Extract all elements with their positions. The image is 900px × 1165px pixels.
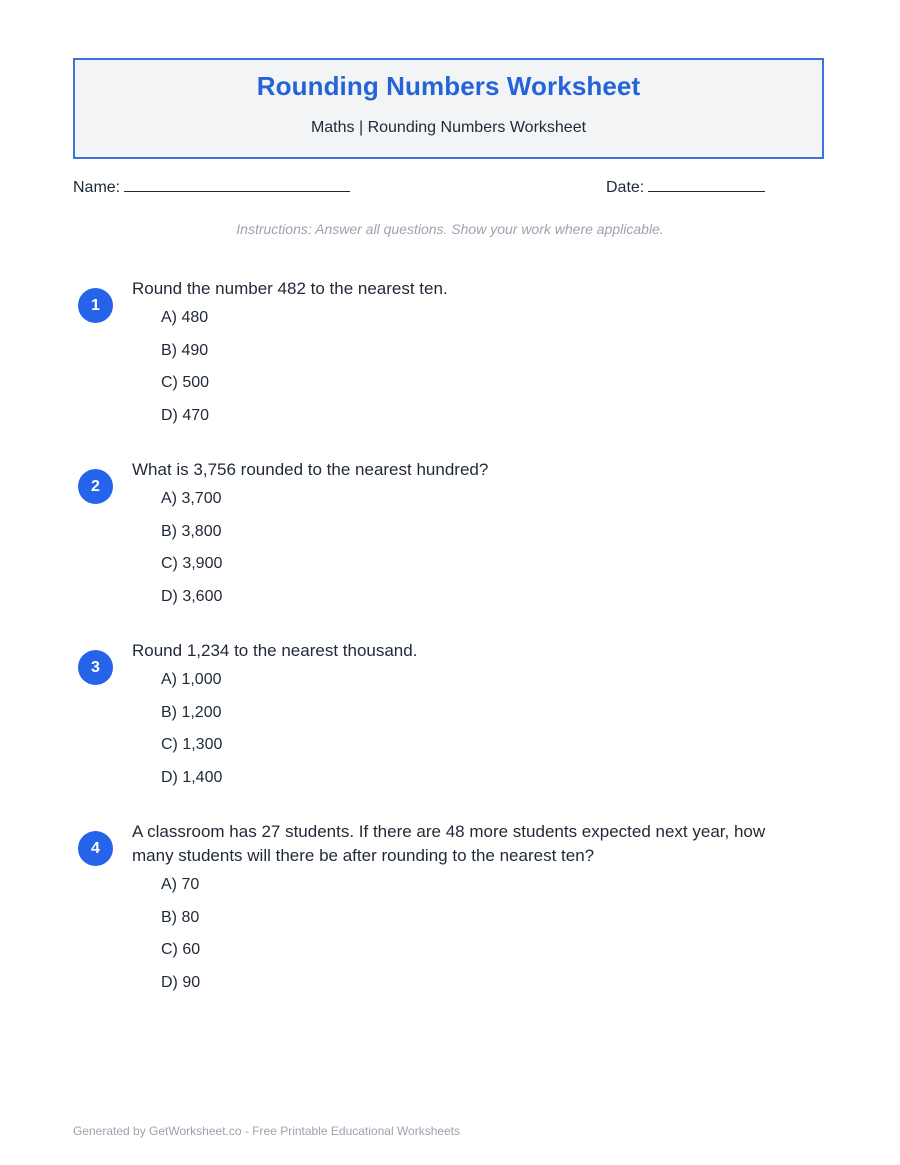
- date-line[interactable]: [648, 177, 765, 192]
- option-b: B) 80: [161, 908, 200, 926]
- option-c: C) 60: [161, 941, 201, 958]
- option-a: A) 480: [161, 309, 209, 326]
- name-line[interactable]: [124, 177, 350, 192]
- option-c: C) 1,300: [161, 736, 223, 753]
- option-b: B) 3,800: [161, 522, 222, 540]
- instructions: Instructions: Answer all questions. Show your work where applicable.: [236, 221, 664, 237]
- question-number-badge: 2: [78, 469, 113, 504]
- answer-options: [161, 670, 222, 800]
- option-a: A) 70: [161, 876, 200, 893]
- option-d: D) 1,400: [161, 768, 223, 786]
- option-d: D) 90: [161, 973, 201, 991]
- question-text: Round the number 482 to the nearest ten.: [132, 279, 448, 298]
- answer-options: [161, 875, 200, 1005]
- worksheet-header: [73, 58, 824, 159]
- question-number-badge: 4: [78, 831, 113, 866]
- option-b: B) 490: [161, 341, 209, 359]
- question-text: A classroom has 27 students. If there are 48 more students expected next year, how many students will there be after rounding to the nearest ten?: [132, 822, 766, 865]
- question-number-badge: 1: [78, 288, 113, 323]
- option-a: A) 3,700: [161, 490, 222, 507]
- name-field: [73, 177, 350, 197]
- option-c: C) 3,900: [161, 555, 223, 572]
- worksheet-title: Rounding Numbers Worksheet: [256, 71, 641, 101]
- question-text: Round 1,234 to the nearest thousand.: [132, 641, 418, 660]
- option-b: B) 1,200: [161, 703, 222, 721]
- worksheet-subtitle: Maths | Rounding Numbers Worksheet: [310, 119, 587, 136]
- question-text: What is 3,756 rounded to the nearest hundred?: [132, 460, 489, 479]
- question-number-badge: 3: [78, 650, 113, 685]
- option-d: D) 3,600: [161, 587, 223, 605]
- date-label: Date:: [606, 179, 645, 196]
- option-d: D) 470: [161, 406, 210, 424]
- name-label: Name:: [73, 179, 121, 196]
- date-field: [606, 177, 765, 197]
- option-a: A) 1,000: [161, 671, 222, 688]
- answer-options: [161, 489, 222, 619]
- student-info-fields: [73, 177, 824, 199]
- footer-credit: Generated by GetWorksheet.co - Free Printable Educational Worksheets: [73, 1124, 461, 1138]
- answer-options: [161, 308, 209, 438]
- option-c: C) 500: [161, 374, 210, 391]
